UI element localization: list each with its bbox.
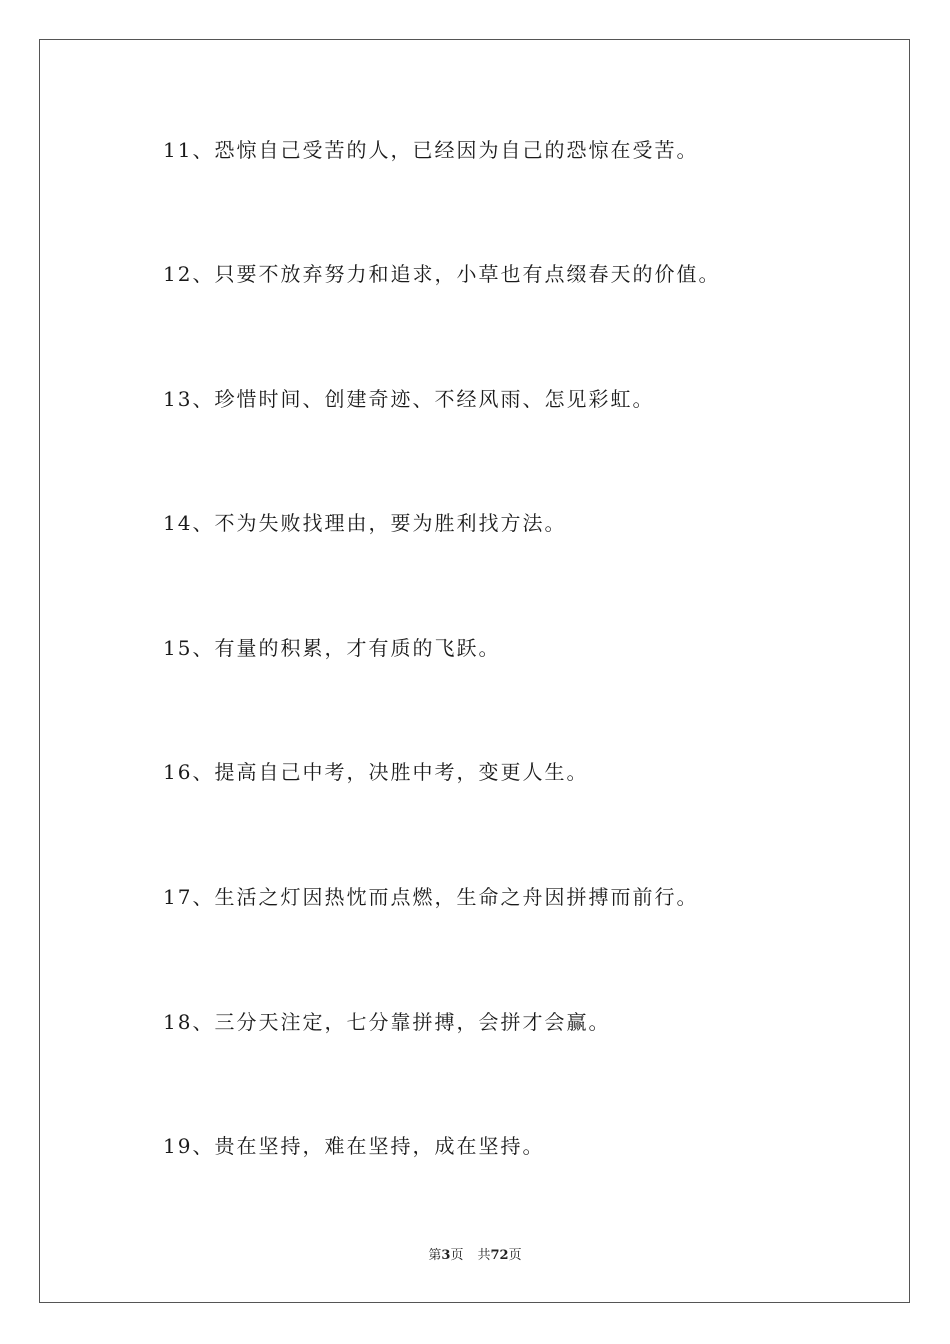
quote-line-16: 16、提高自己中考，决胜中考，变更人生。 <box>163 760 589 784</box>
total-suffix: 页 <box>508 1248 522 1263</box>
page-suffix: 页 <box>450 1248 464 1263</box>
page-prefix: 第 <box>428 1248 442 1263</box>
total-prefix: 共 <box>477 1248 491 1263</box>
quote-line-12: 12、只要不放弃努力和追求，小草也有点缀春天的价值。 <box>163 262 721 286</box>
quote-line-13: 13、珍惜时间、创建奇迹、不经风雨、怎见彩虹。 <box>163 387 655 411</box>
total-pages: 72 <box>490 1248 509 1263</box>
quote-line-11: 11、恐惊自己受苦的人，已经因为自己的恐惊在受苦。 <box>163 138 699 162</box>
page-border <box>39 39 910 1303</box>
quote-line-17: 17、生活之灯因热忱而点燃，生命之舟因拼搏而前行。 <box>163 885 699 909</box>
quote-line-15: 15、有量的积累，才有质的飞跃。 <box>163 636 501 660</box>
quote-line-18: 18、三分天注定，七分靠拼搏，会拼才会赢。 <box>163 1010 611 1034</box>
quote-line-14: 14、不为失败找理由，要为胜利找方法。 <box>163 511 567 535</box>
page-footer <box>0 1247 950 1265</box>
quote-line-19: 19、贵在坚持，难在坚持，成在坚持。 <box>163 1134 545 1158</box>
page-number: 3 <box>441 1248 451 1263</box>
